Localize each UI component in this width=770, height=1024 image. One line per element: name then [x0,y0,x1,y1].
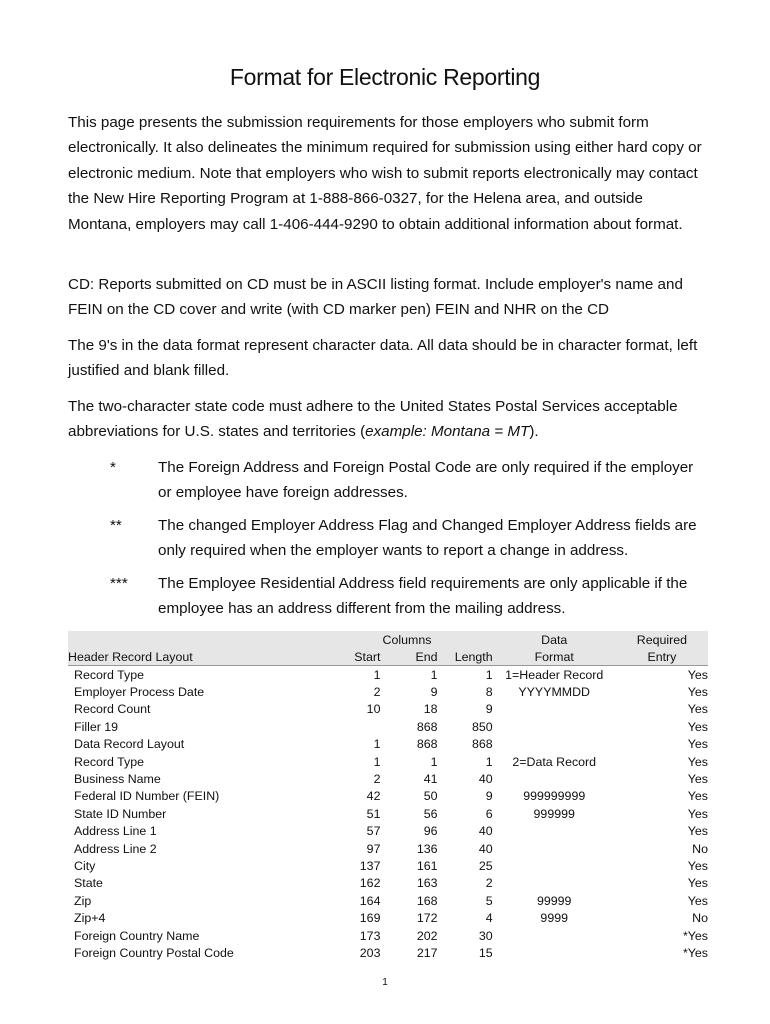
format-cell: 2=Data Record [512,754,597,769]
start-cell: 57 [366,824,381,839]
length-cell: 850 [471,719,493,734]
field-name: Employer Process Date [74,685,205,700]
length-cell: 1 [485,667,493,682]
table-row [68,944,708,961]
format-cell [493,701,616,718]
length-cell: 25 [478,858,493,873]
length-cell: 868 [471,737,493,752]
format-cell [493,944,616,961]
table-row [68,718,708,735]
table-row [68,683,708,700]
field-name: Address Line 1 [74,824,157,839]
required-cell: *Yes [682,945,708,960]
page-number: 1 [382,977,388,988]
length-cell: 1 [485,754,493,769]
start-cell: 2 [373,772,381,787]
end-cell: 202 [416,928,438,943]
data-format-paragraph: The 9's in the data format represent character data. All data should be in character format, left justified and blank filled. [68,337,698,380]
start-cell: 162 [359,876,381,891]
length-cell: 40 [478,824,493,839]
note-marker: ** [110,517,122,534]
format-cell [493,927,616,944]
required-cell: Yes [687,737,708,752]
format-cell: 99999 [536,893,572,908]
field-name: Address Line 2 [74,841,157,856]
length-cell: 30 [478,928,493,943]
header-blank [438,631,493,648]
field-name: Record Count [74,702,151,717]
table-row [68,805,708,822]
field-name: Zip+4 [74,911,106,926]
required-cell: Yes [687,893,708,908]
field-name: State ID Number [74,806,167,821]
table-row [68,701,708,718]
start-cell: 173 [359,928,381,943]
header-length: Length [438,648,493,666]
table-header-top [68,631,708,648]
end-cell: 172 [416,911,438,926]
required-cell: Yes [687,754,708,769]
note-text: The Employee Residential Address field requirements are only applicable if the employee has an address different from the mailing address. [158,575,688,617]
format-cell [493,875,616,892]
table-row [68,892,708,909]
required-cell: Yes [687,719,708,734]
end-cell: 136 [416,841,438,856]
note-marker: *** [110,575,128,592]
start-cell: 10 [366,702,381,717]
header-required: Required [616,631,708,648]
end-cell: 41 [423,772,438,787]
end-cell: 217 [416,945,438,960]
end-cell: 18 [423,702,438,717]
state-code-example: example: Montana = MT [365,423,530,441]
page-title: Format for Electronic Reporting [229,64,541,90]
length-cell: 5 [485,893,493,908]
table-row [68,823,708,840]
start-cell: 169 [359,911,381,926]
header-layout: Header Record Layout [68,648,336,666]
required-cell: Yes [687,876,708,891]
table-row [68,927,708,944]
cd-paragraph: CD: Reports submitted on CD must be in ASCII listing format. Include employer's name and FEIN on the CD cover and write (with CD marker pen) FEIN and NHR on the CD [68,276,683,319]
header-entry: Entry [616,648,708,666]
end-cell: 9 [430,685,438,700]
length-cell: 4 [485,911,493,926]
field-name: Business Name [74,772,161,787]
field-name: Filler 19 [74,719,119,734]
table-row [68,909,708,926]
table-row [68,840,708,857]
format-cell [493,718,616,735]
header-format: Format [493,648,616,666]
state-code-paragraph [68,394,708,445]
length-cell: 40 [478,841,493,856]
required-cell: Yes [687,858,708,873]
header-start: Start [336,648,380,666]
format-cell [493,736,616,753]
field-name: State [74,876,103,891]
required-cell: Yes [687,702,708,717]
length-cell: 9 [485,789,493,804]
field-name: Foreign Country Postal Code [74,945,234,960]
format-cell: 9999 [540,911,568,926]
note-text: The Foreign Address and Foreign Postal Code are only required if the employer or employee have foreign addresses. [158,459,694,501]
table-body [68,666,708,962]
table-row [68,753,708,770]
start-cell [336,718,380,735]
format-cell: YYYYMMDD [518,685,591,700]
required-cell: Yes [687,667,708,682]
field-name: Record Type [74,754,145,769]
start-cell: 51 [366,806,381,821]
field-name: Foreign Country Name [74,928,200,943]
required-cell: Yes [687,789,708,804]
required-cell: Yes [687,772,708,787]
header-blank [68,631,336,648]
format-cell [493,857,616,874]
end-cell: 1 [430,667,438,682]
field-name: Data Record Layout [74,737,185,752]
header-end: End [380,648,437,666]
format-cell [493,823,616,840]
end-cell: 161 [416,858,438,873]
required-cell: No [692,841,708,856]
end-cell: 1 [430,754,438,769]
length-cell: 15 [478,945,493,960]
start-cell: 42 [366,789,381,804]
table-header [68,648,708,666]
start-cell: 2 [373,685,381,700]
start-cell: 137 [359,858,381,873]
format-cell [493,770,616,787]
length-cell: 8 [485,685,493,700]
table-row [68,788,708,805]
start-cell: 97 [366,841,381,856]
end-cell: 96 [423,824,438,839]
end-cell: 163 [416,876,438,891]
length-cell: 9 [485,702,493,717]
start-cell: 1 [373,737,381,752]
required-cell: Yes [687,806,708,821]
start-cell: 1 [373,667,381,682]
length-cell: 6 [485,806,493,821]
format-cell: 999999999 [523,789,586,804]
table-row [68,736,708,753]
table-row [68,666,708,684]
end-cell: 50 [423,789,438,804]
table-row [68,770,708,787]
format-cell: 1=Header Record [505,667,604,682]
end-cell: 56 [423,806,438,821]
field-name: Record Type [74,667,145,682]
header-columns: Columns [336,631,437,648]
end-cell: 868 [416,719,438,734]
field-name: City [74,858,96,873]
note-text: The changed Employer Address Flag and Changed Employer Address fields are only required when the employer wants to report a change in address. [158,517,697,559]
length-cell: 2 [485,876,493,891]
field-name: Federal ID Number (FEIN) [74,789,220,804]
format-cell: 999999 [533,806,575,821]
start-cell: 203 [359,945,381,960]
start-cell: 164 [359,893,381,908]
table-row [68,857,708,874]
start-cell: 1 [373,754,381,769]
end-cell: 868 [416,737,438,752]
state-code-text: The two-character state code must adhere to the United States Postal Services acceptable abbreviations for U.S. states and territories ( [68,398,678,441]
field-name: Zip [74,893,92,908]
state-code-end: ). [529,423,539,441]
length-cell: 40 [478,772,493,787]
required-cell: *Yes [682,928,708,943]
table-row [68,875,708,892]
required-cell: Yes [687,685,708,700]
format-cell [493,840,616,857]
end-cell: 168 [416,893,438,908]
intro-paragraph: This page presents the submission requirements for those employers who submit form electronically. It also delineates the minimum required for submission using either hard copy or electronic medium. Note that employers who wish to submit reports electronically may contact the New Hire Reporting Program at 1-888-866-0327, for the Helena area, and outside Montana, employers may call 1-406-444-9290 to obtain additional information about format. [68,114,702,233]
record-layout-table [68,631,708,962]
header-data: Data [493,631,616,648]
required-cell: Yes [687,824,708,839]
required-cell: No [692,911,708,926]
note-marker: * [110,459,116,476]
